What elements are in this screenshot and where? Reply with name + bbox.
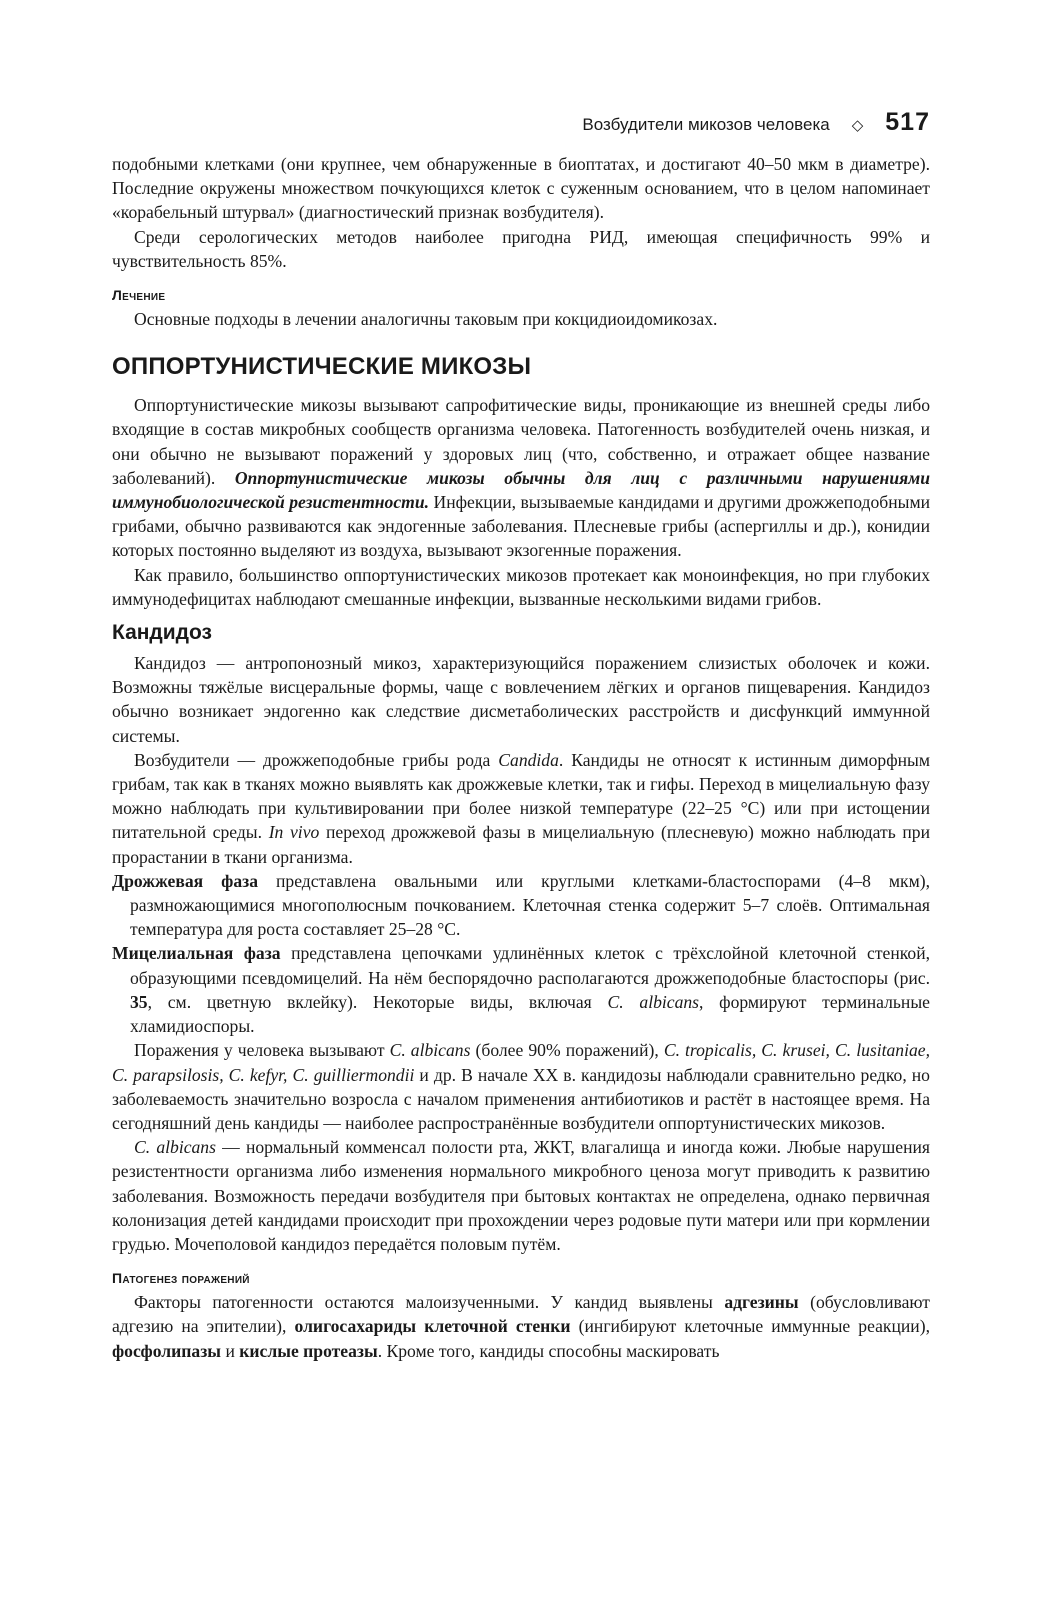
definition-mycelial-phase: [112, 941, 930, 1038]
text-run: Поражения у человека вызывают: [134, 1040, 390, 1061]
text-run: Инфекции, вызываемые кандидами и другими дрожжеподобными грибами, обычно развиваются как эндогенные заболевания. Плесневые грибы (аспергиллы и др.), конидии которых постоянно выделяют из воздуха, вызывают экзогенные поражения.: [112, 492, 931, 561]
heading-treatment: Лечение: [112, 287, 166, 304]
text-run: , см. цветную вклейку). Некоторые виды, включая: [147, 991, 608, 1012]
term-oligosaccharides: олигосахариды клеточной стенки: [294, 1316, 571, 1337]
text-run: Возбудители — дрожжеподобные грибы рода: [134, 749, 499, 770]
term-mycelial-phase: Мицелиальная фаза: [112, 943, 281, 964]
latin-term: In vivo: [268, 822, 320, 843]
text-run: . Кроме того, кандиды способны маскировать: [377, 1340, 720, 1361]
text-run: — нормальный комменсал полости рта, ЖКТ, влагалища и иногда кожи. Любые нарушения резистентности организма либо изменения нормального микробного ценоза могут приводить к развитию заболевания. Возможность передачи возбудителя при бытовых контактах не определена, однако первичная колонизация детей кандидами происходит при прохождении через родовые пути матери или при кормлении грудью. Мочеполовой кандидоз передаётся половым путём.: [112, 1137, 930, 1254]
text-run: . Кандиды не относят к истинным диморфным грибам, так как в тканях можно выявлять как дрожжевые клетки, так и гифы. Переход в мицелиальную фазу можно наблюдать при культивировании при более низкой температуре (22–25 °С) или при истощении питательной среды.: [112, 749, 931, 843]
subsection-heading-candidiasis: Кандидоз: [112, 621, 212, 645]
diamond-icon: ◇: [851, 117, 864, 134]
species-name: C. albicans: [389, 1040, 471, 1061]
emphasis-text: Оппортунистические микозы обычны для лиц с различными нарушениями иммунобиологической резистентности.: [112, 467, 931, 513]
text-run: представлена овальными или круглыми клетками-бластоспорами (4–8 мкм), размножающимися многополюсным почкованием. Клеточная стенка содержит 5–7 слоёв. Оптимальная температура для роста составляет 25–28 °С.: [130, 870, 930, 940]
text-run: представлена цепочками удлинённых клеток с трёхслойной клеточной стенкой, образующими псевдомицелий. На нём беспорядочно располагаются дрожжеподобные бластоспоры (рис.: [130, 943, 931, 988]
heading-pathogenesis: Патогенез поражений: [112, 1270, 250, 1287]
term-phospholipases: фосфолипазы: [112, 1340, 222, 1361]
paragraph-pathogenesis: [112, 1290, 930, 1363]
book-page: [112, 108, 930, 1363]
paragraph-candidiasis-definition: Кандидоз — антропонозный микоз, характеризующийся поражением слизистых оболочек и кожи. Возможны тяжёлые висцеральные формы, чаще с вовлечением лёгких и органов пищеварения. Кандидоз обычно возникает эндогенно как следствие дисметаболических расстройств и дисфункций иммунной системы.: [112, 653, 930, 746]
definition-yeast-phase: [112, 869, 930, 942]
text-run: и др. В начале XX в. кандидозы наблюдали сравнительно редко, но заболеваемость значительно возросла с началом применения антибиотиков и растёт в настоящее время. На сегодняшний день кандиды — наиболее распространённые возбудители оппортунистических микозов.: [112, 1064, 930, 1133]
paragraph-candida-species: [112, 1038, 930, 1135]
genus-name: Candida: [498, 749, 559, 770]
term-yeast-phase: Дрожжевая фаза: [112, 870, 258, 891]
species-name: C. albicans: [607, 991, 700, 1012]
running-head: [112, 108, 930, 148]
page-number: 517: [885, 108, 930, 136]
species-list: C. tropicalis, C. krusei, C. lusitaniae, C. parapsilosis, C. kefyr, C. guilliermondii: [112, 1040, 930, 1085]
text-run: переход дрожжевой фазы в мицелиальную (плесневую) можно наблюдать при прорастании в ткани организма.: [112, 822, 931, 867]
term-acid-proteases: кислые протеазы: [239, 1340, 378, 1361]
text-run: и: [221, 1340, 240, 1361]
text-run: (более 90% поражений),: [470, 1040, 664, 1061]
species-name: C. albicans: [134, 1137, 216, 1158]
text-run: (ингибируют клеточные иммунные реакции),: [570, 1316, 930, 1337]
paragraph-opportunistic-mixed: Как правило, большинство оппортунистических микозов протекает как моноинфекция, но при глубоких иммунодефицитах наблюдают смешанные инфекции, вызванные несколькими видами грибов.: [112, 564, 930, 609]
paragraph-opportunistic-intro: [112, 393, 930, 562]
text-run: Оппортунистические микозы вызывают сапрофитические виды, проникающие из внешней среды либо входящие в состав микробных сообществ организма человека. Патогенность возбудителей очень низкая, и они обычно не вызывают поражений у здоровых лиц (что, собственно, и отражает общее название заболеваний).: [112, 395, 930, 488]
paragraph-candida-albicans: [112, 1135, 930, 1256]
text-run: , формируют терминальные хламидиоспоры.: [130, 991, 930, 1037]
paragraph-candidiasis-agents: [112, 748, 930, 869]
paragraph-serology: Среди серологических методов наиболее пригодна РИД, имеющая специфичность 99% и чувствительность 85%.: [112, 226, 930, 271]
paragraph-continued: подобными клетками (они крупнее, чем обнаруженные в биоптатах, и достигают 40–50 мкм в диаметре). Последние окружены множеством почкующихся клеток с суженным основанием, что в целом напоминает «корабельный штурвал» (диагностический признак возбудителя).: [112, 154, 930, 223]
figure-reference: 35: [130, 991, 148, 1012]
term-adhesins: адгезины: [724, 1292, 799, 1313]
text-run: (обусловливают адгезию на эпителии),: [112, 1292, 930, 1337]
section-heading-opportunistic-mycoses: ОППОРТУНИСТИЧЕСКИЕ МИКОЗЫ: [112, 353, 532, 381]
text-run: Факторы патогенности остаются малоизученными. У кандид выявлены: [134, 1292, 725, 1313]
running-head-title: Возбудители микозов человека: [582, 115, 830, 134]
paragraph-treatment: Основные подходы в лечении аналогичны таковым при кокцидиоидомикозах.: [134, 309, 718, 330]
